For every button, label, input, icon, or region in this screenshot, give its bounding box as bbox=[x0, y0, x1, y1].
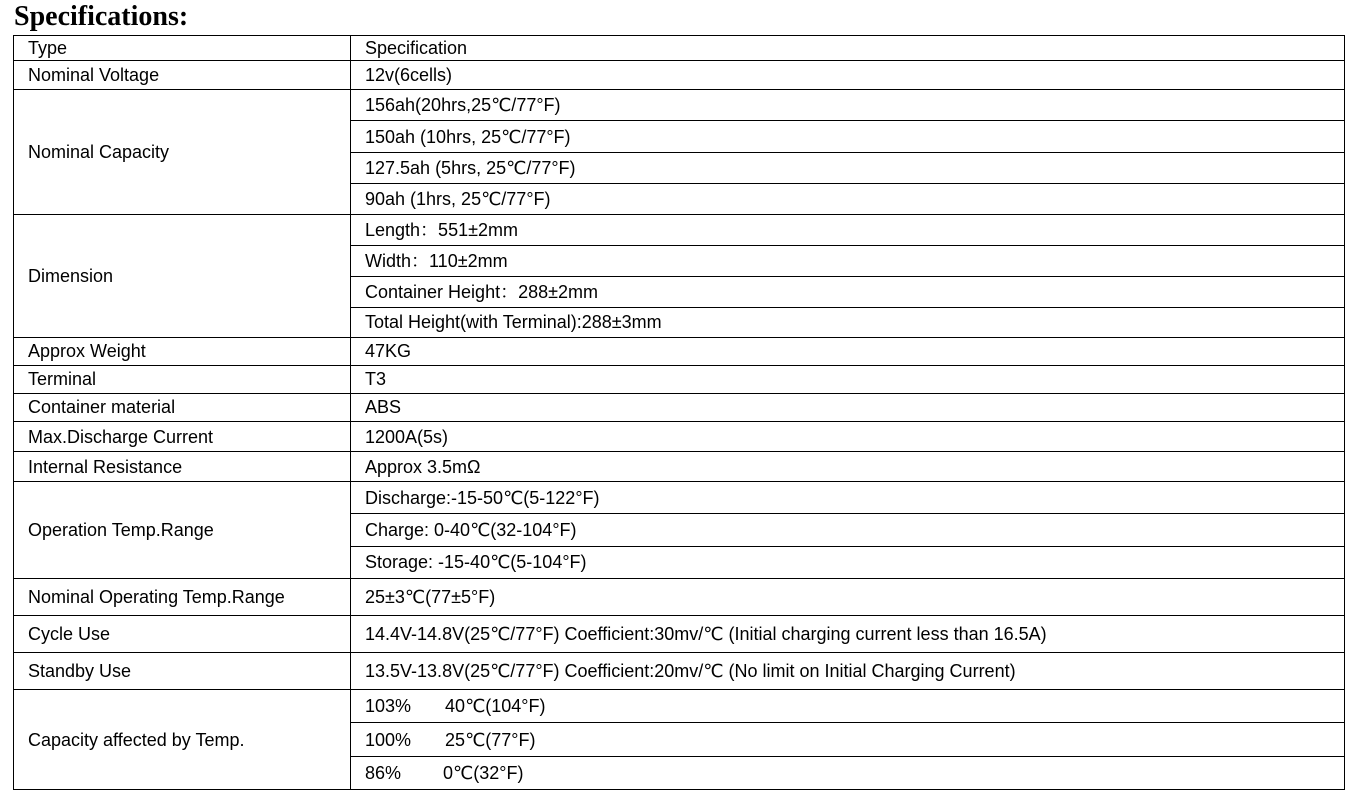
row-value: Discharge:-15-50℃(5-122°F) bbox=[351, 482, 1345, 514]
row-value: 12v(6cells) bbox=[351, 61, 1345, 90]
row-value: T3 bbox=[351, 365, 1345, 393]
header-specification: Specification bbox=[351, 36, 1345, 61]
page-title: Specifications: bbox=[14, 1, 189, 32]
row-value: 25±3℃(77±5°F) bbox=[351, 578, 1345, 615]
capacity-temperature: 40℃(104°F) bbox=[445, 696, 546, 717]
row-value: 150ah (10hrs, 25℃/77°F) bbox=[351, 121, 1345, 152]
table-row bbox=[14, 365, 1345, 393]
row-label: Standby Use bbox=[14, 653, 351, 690]
table-row bbox=[14, 482, 1345, 514]
row-label: Approx Weight bbox=[14, 337, 351, 365]
capacity-percent: 103% bbox=[365, 696, 412, 717]
row-value: 156ah(20hrs,25℃/77°F) bbox=[351, 90, 1345, 121]
row-value: Length：551±2mm bbox=[351, 214, 1345, 245]
row-value: Width：110±2mm bbox=[351, 246, 1345, 277]
row-label: Cycle Use bbox=[14, 615, 351, 652]
table-row bbox=[14, 452, 1345, 482]
table-row bbox=[14, 421, 1345, 451]
row-value: Approx 3.5mΩ bbox=[351, 452, 1345, 482]
table-row bbox=[14, 653, 1345, 690]
table-row bbox=[14, 578, 1345, 615]
table-header-row bbox=[14, 36, 1345, 61]
row-label: Max.Discharge Current bbox=[14, 421, 351, 451]
row-label: Nominal Capacity bbox=[14, 90, 351, 215]
row-value: ABS bbox=[351, 393, 1345, 421]
row-value bbox=[351, 756, 1345, 789]
row-value: Storage: -15-40℃(5-104°F) bbox=[351, 546, 1345, 578]
capacity-percent: 100% bbox=[365, 729, 412, 750]
capacity-temperature: 25℃(77°F) bbox=[445, 729, 536, 750]
row-value: 14.4V-14.8V(25℃/77°F) Coefficient:30mv/℃ (Initial charging current less than 16.5A) bbox=[351, 615, 1345, 652]
table-row bbox=[14, 214, 1345, 245]
row-value: 1200A(5s) bbox=[351, 421, 1345, 451]
table-row bbox=[14, 61, 1345, 90]
capacity-percent: 86% bbox=[365, 762, 402, 783]
row-value bbox=[351, 690, 1345, 723]
row-value: 90ah (1hrs, 25℃/77°F) bbox=[351, 183, 1345, 214]
row-value: Total Height(with Terminal):288±3mm bbox=[351, 308, 1345, 337]
capacity-temperature: 0℃(32°F) bbox=[443, 762, 524, 783]
row-value bbox=[351, 723, 1345, 756]
row-value: Charge: 0-40℃(32-104°F) bbox=[351, 514, 1345, 546]
row-label: Internal Resistance bbox=[14, 452, 351, 482]
row-value: 47KG bbox=[351, 337, 1345, 365]
table-row bbox=[14, 393, 1345, 421]
row-label: Container material bbox=[14, 393, 351, 421]
row-label: Nominal Operating Temp.Range bbox=[14, 578, 351, 615]
specifications-table bbox=[13, 35, 1345, 790]
header-type: Type bbox=[14, 36, 351, 61]
row-label: Capacity affected by Temp. bbox=[14, 690, 351, 790]
row-label: Operation Temp.Range bbox=[14, 482, 351, 578]
table-row bbox=[14, 690, 1345, 723]
table-row bbox=[14, 337, 1345, 365]
row-value: Container Height：288±2mm bbox=[351, 277, 1345, 308]
row-value: 13.5V-13.8V(25℃/77°F) Coefficient:20mv/℃ (No limit on Initial Charging Current) bbox=[351, 653, 1345, 690]
row-label: Nominal Voltage bbox=[14, 61, 351, 90]
row-label: Terminal bbox=[14, 365, 351, 393]
table-row bbox=[14, 90, 1345, 121]
row-label: Dimension bbox=[14, 214, 351, 337]
row-value: 127.5ah (5hrs, 25℃/77°F) bbox=[351, 152, 1345, 183]
table-row bbox=[14, 615, 1345, 652]
